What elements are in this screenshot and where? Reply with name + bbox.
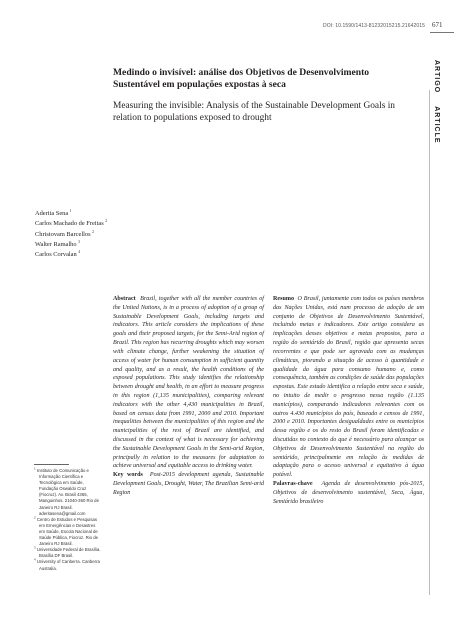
section-label-pt: ARTIGO bbox=[433, 60, 440, 94]
page-number: 671 bbox=[432, 21, 443, 29]
palavras-chave-text: Agenda de desenvolvimento pós-2015, Objetivos de desenvolvimento sustentável, Seca, Água, Semiárido brasileiro bbox=[273, 481, 424, 505]
author: Carlos Machado de Freitas $^2$ bbox=[35, 219, 108, 228]
abstract-label: Abstract bbox=[113, 296, 136, 302]
author: Christovam Barcellos $^2$ bbox=[35, 229, 94, 238]
author-list bbox=[35, 209, 145, 260]
resumo-label: Resumo bbox=[273, 296, 294, 302]
resumo-text: O Brasil, juntamente com todos os países membros das Nações Unidas, está num processo de adoção de um conjunto de Objetivos de Desenvolvimento Sustentável, incluindo metas e indicadores. Este artigo considera as implicações desses objetivos e metas propostos, para a região do semiárido do Brasil, região que apresenta secas recorrentes e que pode ser agravada com as mudanças climáticas, piorando a situação de acesso à quantidade e qualidade da água para consumo humano e, como consequência, também as condições de saúde das populações expostas. Este estudo identifica a relação entre seca e saúde, no intuito de medir o progresso nessa região (1.135 municípios), comparando indicadores relevantes com os outros 4.430 municípios do país, baseado e censos de 1991, 2000 e 2010. Importantes desigualdades entre os municípios dessa região e os do resto do Brasil foram identificadas e discutidas no contexto do que é necessário para alcançar os Objetivos de Desenvolvimento Sustentável na região do semiárido, principalmente em relação às medidas de adaptação para o acesso universal e equitativo à água potável. bbox=[273, 296, 424, 479]
affiliation: $^4$ University of Canberra. Canberra Australia. bbox=[34, 557, 100, 571]
author: Aderita Sena $^1$ bbox=[35, 208, 72, 217]
keywords-text: Post-2015 development agenda, Sustainable Development Goals, Drought, Water, The Brazilian Semi-arid Region bbox=[113, 472, 265, 496]
abstract-en bbox=[113, 295, 264, 498]
title-english: Measuring the invisible: Analysis of the Sustainable Development Goals in relation to populations exposed to drought bbox=[113, 101, 395, 123]
title-portuguese: Medindo o invisível: análise dos Objetivos de Desenvolvimento Sustentável em populações expostas à seca bbox=[113, 67, 370, 90]
vertical-divider bbox=[429, 90, 430, 595]
affiliation-rule bbox=[34, 464, 69, 465]
doi: DOI: 10.1590/1413-81232015215.21642015 bbox=[323, 23, 425, 29]
affiliation: $^1$ Instituto de Comunicação e Informação Científica e Tecnológica em Saúde, Fundação Oswaldo Cruz (Fiocruz). Av. Brasil 4365, Manguinhos. 21040-360 Rio de Janeiro RJ Brasil. aderitasena@gmail.com bbox=[34, 466, 99, 516]
affiliation-list bbox=[34, 468, 102, 572]
header-rule bbox=[430, 32, 454, 33]
abstract-text: Brazil, together with all the member countries of the United Nations, is in a process of adoption of a group of Sustainable Development Goals, including targets and indicators. This article considers the implications of these goals and their proposed targets, for the Semi-Arid region of Brazil. This region has recurring droughts which may worsen with climate change, further weakening the situation of access of water for human consumption in sufficient quantity and quality, and as a result, the health conditions of the exposed populations. This study identifies the relationship between drought and health, in an effort to measure progress in this region (1,135 municipalities), comparing relevant indicators with the other 4,430 municipalities in Brazil, based on census data from 1991, 2000 and 2010. Important inequalities between the municipalities of this region and the municipalities of the rest of Brazil are identified, and discussed in the context of what is necessary for achieving the Sustainable Development Goals in the Semi-arid Region, principally in relation to the measures for adaptation to achieve universal and equitable access to drinking water. bbox=[113, 296, 264, 470]
author: Walter Ramalho $^3$ bbox=[35, 239, 80, 248]
section-label-en: ARTICLE bbox=[433, 106, 440, 144]
section-label bbox=[433, 60, 440, 144]
author: Carlos Corvalan $^4$ bbox=[35, 250, 81, 259]
palavras-chave-label: Palavras-chave bbox=[273, 481, 313, 488]
affiliation: $^3$ Universidade Federal de Brasília. Brasília DF Brasil. bbox=[34, 545, 101, 559]
affiliation: $^2$ Centro de Estudos e Pesquisas em Emergências e Desastres em Saúde, Escola Nacional de Saúde Pública, Fiocruz. Rio de Janeiro RJ Brasil. bbox=[34, 515, 98, 547]
abstract-pt bbox=[273, 295, 424, 507]
keywords-label: Key words bbox=[113, 472, 143, 479]
